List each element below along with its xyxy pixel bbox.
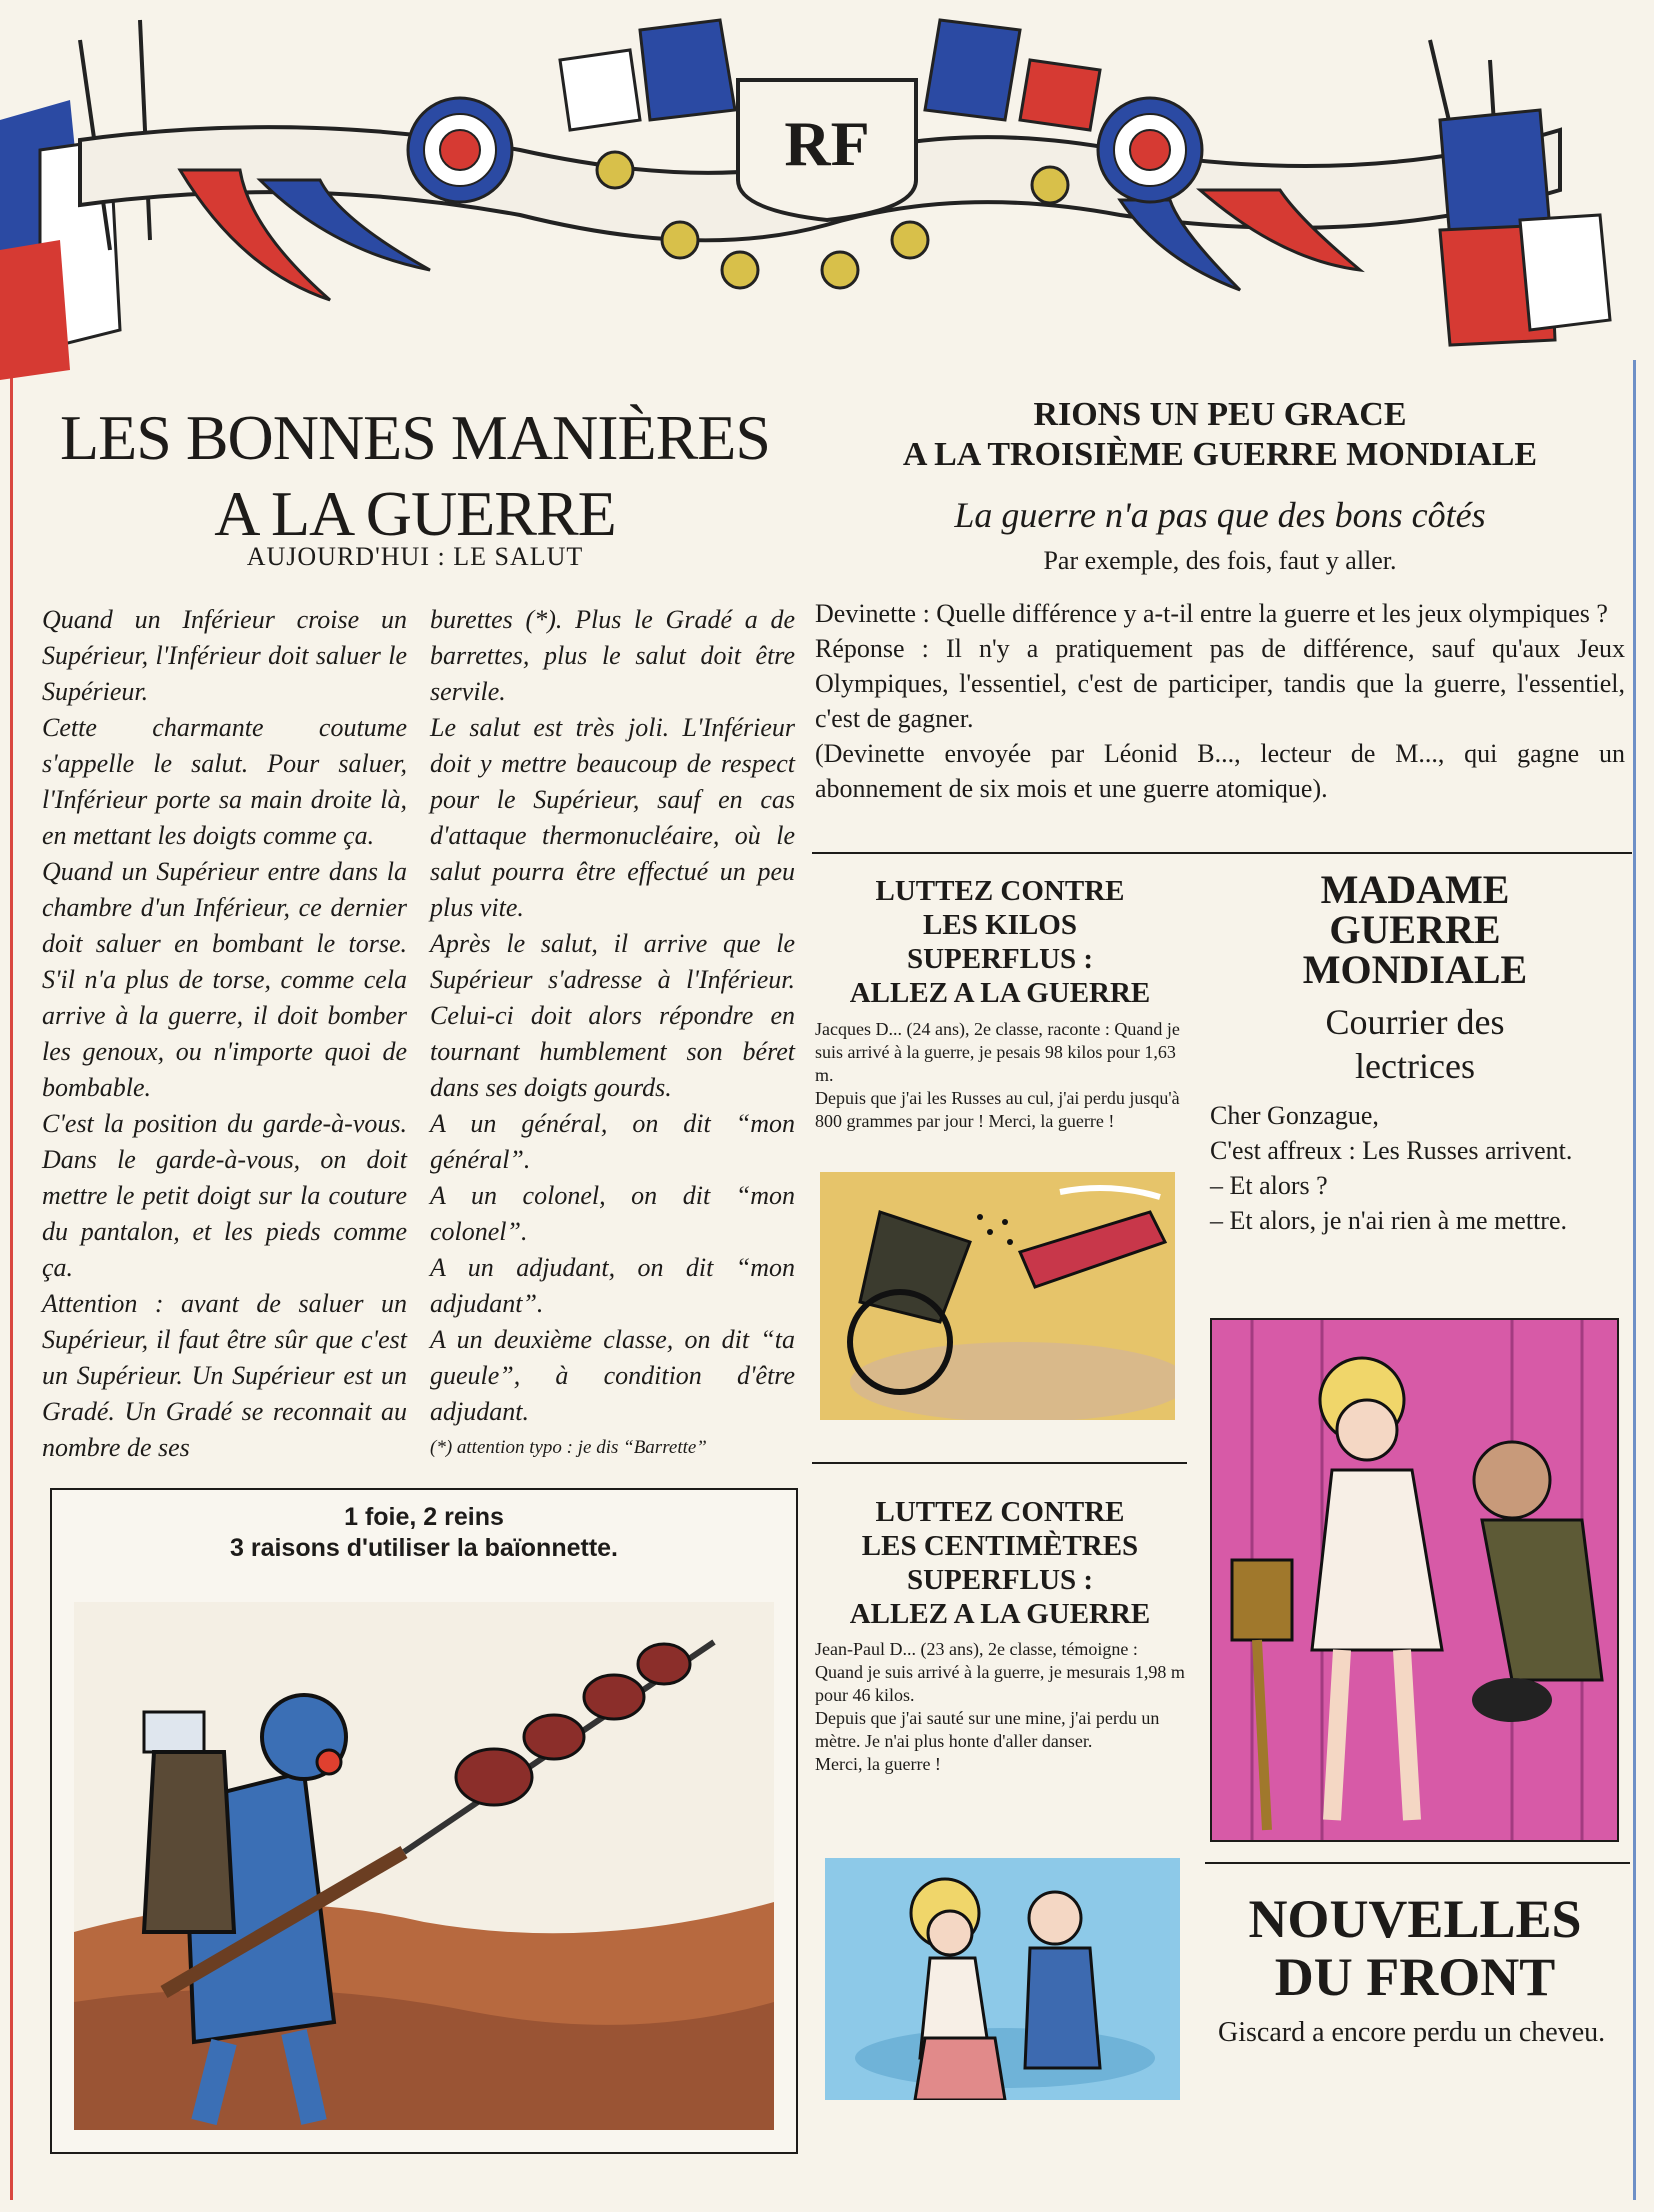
soldier-bayonet-illustration <box>74 1602 774 2130</box>
paragraph: A un général, on dit “mon général”. <box>430 1109 795 1174</box>
centimetres-title-line: SUPERFLUS : <box>906 1564 1094 1596</box>
paragraph: Jean-Paul D... (23 ans), 2e classe, témoigne : <box>815 1639 1138 1659</box>
rf-emblem-text: RF <box>784 108 870 179</box>
footnote: (*) attention typo : je dis “Barrette” <box>430 1437 707 1458</box>
article-title-line-1: LES BONNES MANIÈRES <box>60 402 770 473</box>
bayonet-cartoon-box <box>50 1488 798 2154</box>
rions-subtitle-2: Par exemple, des fois, faut y aller. <box>1043 546 1397 575</box>
paragraph: burettes (*). Plus le Gradé a de barrettes, plus le salut doit être servile. <box>430 605 795 706</box>
paragraph: A un deuxième classe, on dit “ta gueule”, à condition d'être adjudant. <box>430 1325 795 1426</box>
front-text: Giscard a encore perdu un cheveu. <box>1218 2017 1606 2048</box>
devinette-block <box>815 596 1625 806</box>
centimetres-title-line: LUTTEZ CONTRE <box>875 1496 1125 1528</box>
article-title-line-2: A LA GUERRE <box>214 478 616 549</box>
madame-title-line: MADAME <box>1320 867 1510 912</box>
article-column-1 <box>42 602 407 1466</box>
kilos-title-line: ALLEZ A LA GUERRE <box>849 977 1151 1009</box>
paragraph: – Et alors, je n'ai rien à me mettre. <box>1210 1206 1567 1235</box>
section-divider <box>1205 1862 1630 1864</box>
article-title <box>30 400 800 552</box>
paragraph: – Et alors ? <box>1210 1171 1328 1200</box>
paragraph: A un colonel, on dit “mon colonel”. <box>430 1181 795 1246</box>
paragraph: Merci, la guerre ! <box>815 1754 941 1774</box>
rions-subtitle: La guerre n'a pas que des bons côtés <box>954 495 1486 535</box>
centimetres-text <box>815 1638 1185 1776</box>
right-flags-icon <box>1430 40 1610 345</box>
right-cockade-icon <box>1098 98 1202 202</box>
kilos-title-line: LUTTEZ CONTRE <box>875 875 1125 907</box>
paragraph: A un adjudant, on dit “mon adjudant”. <box>430 1253 795 1318</box>
paragraph: Quand un Inférieur croise un Supérieur, l'Inférieur doit saluer le Supérieur. <box>42 605 407 706</box>
section-divider <box>812 852 1632 854</box>
madame-subtitle-line: Courrier des <box>1325 1002 1505 1042</box>
bayonet-caption-line-2: 3 raisons d'utiliser la baïonnette. <box>230 1534 618 1562</box>
bayonet-caption <box>52 1502 796 1564</box>
madame-title-line: GUERRE <box>1329 907 1501 952</box>
devinette-question: Devinette : Quelle différence y a-t-il entre la guerre et les jeux olympiques ? <box>815 599 1608 628</box>
front-title-line-2: DU FRONT <box>1274 1947 1556 2007</box>
lady-telephone-illustration <box>1210 1318 1619 1842</box>
paragraph: C'est affreux : Les Russes arrivent. <box>1210 1136 1573 1165</box>
paragraph: Attention : avant de saluer un Supérieur, il faut être sûr que c'est un Supérieur. Un Supérieur est un Gradé. Un Gradé se reconnait au nombre de ses <box>42 1289 407 1462</box>
front-title-line-1: NOUVELLES <box>1248 1889 1582 1949</box>
article-column-2 <box>430 602 795 1466</box>
page-edge-red-stripe <box>10 360 13 2200</box>
article-subtitle: AUJOURD'HUI : LE SALUT <box>246 542 584 571</box>
devinette-credit: (Devinette envoyée par Léonid B..., lecteur de M..., qui gagne un abonnement de six mois et une guerre atomique). <box>815 739 1625 803</box>
left-cockade-icon <box>408 98 512 202</box>
kilos-title-line: LES KILOS <box>923 909 1077 941</box>
madame-subtitle <box>1205 1000 1625 1088</box>
kilos-title <box>815 874 1185 1010</box>
page-edge-blue-stripe <box>1633 360 1636 2200</box>
paragraph: Quand un Supérieur entre dans la chambre d'un Inférieur, ce dernier doit saluer en bombant le torse. S'il n'a plus de torse, comme cela arrive à la guerre, il doit bomber les genoux, ou n'importe quoi de bombable. <box>42 857 407 1102</box>
centimetres-title-line: LES CENTIMÈTRES <box>861 1530 1139 1562</box>
rions-title <box>810 395 1630 475</box>
kilos-title-line: SUPERFLUS : <box>906 943 1094 975</box>
madame-title-line: MONDIALE <box>1302 947 1528 992</box>
paragraph: Depuis que j'ai sauté sur une mine, j'ai perdu un mètre. Je n'ai plus honte d'aller danser. <box>815 1708 1160 1751</box>
bayonet-caption-line-1: 1 foie, 2 reins <box>344 1503 504 1531</box>
paragraph: Cette charmante coutume s'appelle le salut. Pour saluer, l'Inférieur porte sa main droite là, en mettant les doigts comme ça. <box>42 713 407 850</box>
paragraph: C'est la position du garde-à-vous. Dans le garde-à-vous, on doit mettre le petit doigt sur la couture du pantalon, et les pieds comme ça. <box>42 1109 407 1282</box>
section-divider <box>812 1462 1187 1464</box>
tricolor-banner-illustration <box>0 0 1654 380</box>
paragraph: Jacques D... (24 ans), 2e classe, raconte : Quand je suis arrivé à la guerre, je pesais 98 kilos pour 1,63 m. <box>815 1019 1180 1085</box>
centimetres-title-line: ALLEZ A LA GUERRE <box>849 1598 1151 1630</box>
front-title <box>1205 1890 1625 2006</box>
paragraph: Depuis que j'ai les Russes au cul, j'ai perdu jusqu'à 800 grammes par jour ! Merci, la guerre ! <box>815 1088 1180 1131</box>
rions-title-line-2: A LA TROISIÈME GUERRE MONDIALE <box>902 436 1538 473</box>
kilos-text <box>815 1018 1185 1133</box>
paragraph: Cher Gonzague, <box>1210 1101 1379 1130</box>
madame-subtitle-line: lectrices <box>1355 1046 1475 1086</box>
soldier-running-illustration <box>820 1172 1175 1420</box>
paragraph: Quand je suis arrivé à la guerre, je mesurais 1,98 m pour 46 kilos. <box>815 1662 1185 1705</box>
centimetres-title <box>815 1495 1185 1631</box>
dancing-couple-illustration <box>825 1858 1180 2100</box>
paragraph: Le salut est très joli. L'Inférieur doit y mettre beaucoup de respect pour le Supérieur, sauf en cas d'attaque thermonucléaire, où le salut pourra être effectué un peu plus vite. <box>430 713 795 922</box>
paragraph: Après le salut, il arrive que le Supérieur s'adresse à l'Inférieur. Celui-ci doit alors répondre en tournant humblement son béret dans ses doigts gourds. <box>430 929 795 1102</box>
devinette-answer: Réponse : Il n'y a pratiquement pas de différence, sauf qu'aux Jeux Olympiques, l'essentiel, c'est de participer, tandis que la guerre, l'essentiel, c'est de gagner. <box>815 634 1625 733</box>
madame-letter <box>1210 1098 1630 1238</box>
madame-title <box>1205 867 1625 992</box>
rions-title-line-1: RIONS UN PEU GRACE <box>1033 396 1407 433</box>
